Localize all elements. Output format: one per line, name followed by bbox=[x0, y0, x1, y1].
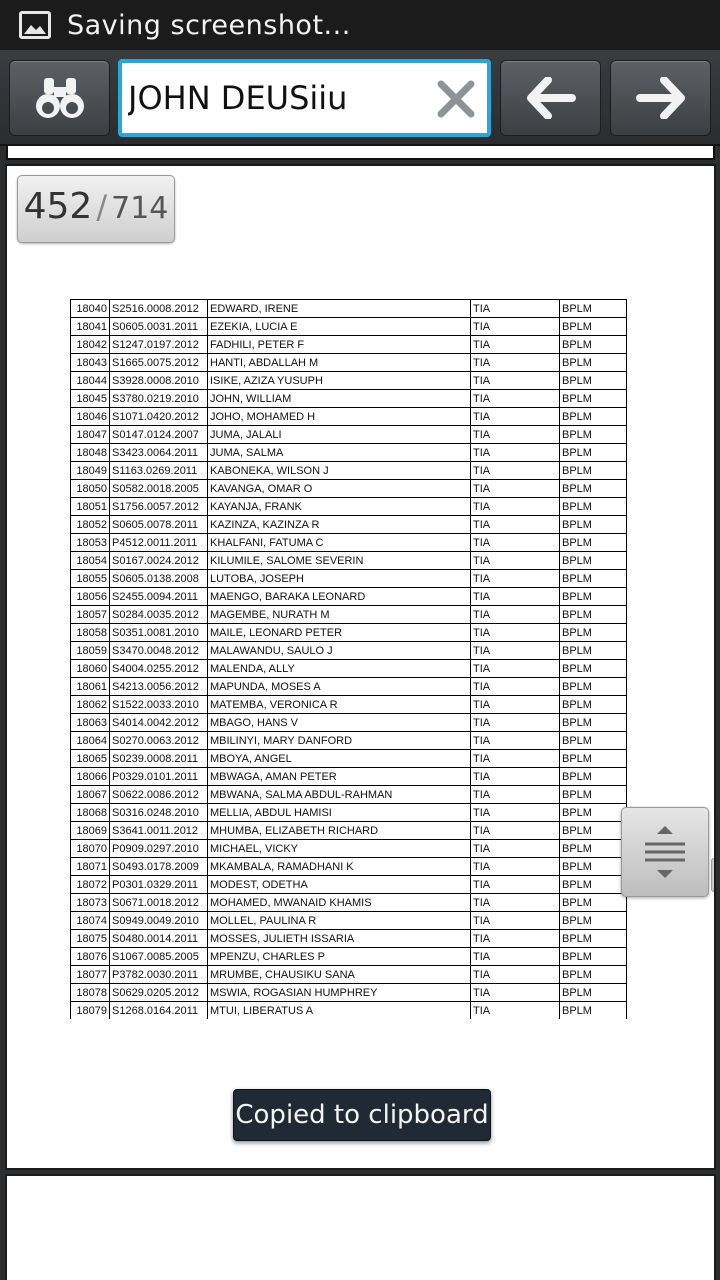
program-code: BPLM bbox=[560, 732, 627, 750]
table-row bbox=[71, 336, 627, 354]
table-row bbox=[71, 1002, 627, 1020]
page-separator: / bbox=[96, 188, 108, 226]
student-name: EZEKIA, LUCIA E bbox=[208, 318, 471, 336]
student-name: MRUMBE, CHAUSIKU SANA bbox=[208, 966, 471, 984]
table-row bbox=[71, 606, 627, 624]
student-id: S3928.0008.2010 bbox=[110, 372, 208, 390]
row-number: 18075 bbox=[71, 930, 110, 948]
student-id: P4512.0011.2011 bbox=[110, 534, 208, 552]
row-number: 18058 bbox=[71, 624, 110, 642]
table-row bbox=[71, 300, 627, 318]
center-code: TIA bbox=[471, 984, 560, 1002]
status-bar bbox=[0, 0, 720, 50]
student-id: S0671.0018.2012 bbox=[110, 894, 208, 912]
center-code: TIA bbox=[471, 948, 560, 966]
center-code: TIA bbox=[471, 372, 560, 390]
row-number: 18050 bbox=[71, 480, 110, 498]
program-code: BPLM bbox=[560, 606, 627, 624]
scrollbar-thumb[interactable] bbox=[711, 858, 716, 892]
row-number: 18047 bbox=[71, 426, 110, 444]
program-code: BPLM bbox=[560, 300, 627, 318]
student-id: S1665.0075.2012 bbox=[110, 354, 208, 372]
table-row bbox=[71, 912, 627, 930]
row-number: 18065 bbox=[71, 750, 110, 768]
table-row bbox=[71, 768, 627, 786]
program-code: BPLM bbox=[560, 354, 627, 372]
center-code: TIA bbox=[471, 786, 560, 804]
program-code: BPLM bbox=[560, 768, 627, 786]
table-row bbox=[71, 984, 627, 1002]
center-code: TIA bbox=[471, 966, 560, 984]
table-row bbox=[71, 660, 627, 678]
program-code: BPLM bbox=[560, 534, 627, 552]
center-code: TIA bbox=[471, 660, 560, 678]
center-code: TIA bbox=[471, 588, 560, 606]
student-id: S0493.0178.2009 bbox=[110, 858, 208, 876]
row-number: 18053 bbox=[71, 534, 110, 552]
center-code: TIA bbox=[471, 894, 560, 912]
student-id: S0284.0035.2012 bbox=[110, 606, 208, 624]
find-button[interactable] bbox=[9, 60, 110, 136]
center-code: TIA bbox=[471, 768, 560, 786]
student-id: S0582.0018.2005 bbox=[110, 480, 208, 498]
table-row bbox=[71, 822, 627, 840]
row-number: 18063 bbox=[71, 714, 110, 732]
student-id: S0605.0031.2011 bbox=[110, 318, 208, 336]
center-code: TIA bbox=[471, 822, 560, 840]
row-number: 18043 bbox=[71, 354, 110, 372]
total-page-count: 714 bbox=[111, 191, 169, 226]
status-text: Saving screenshot... bbox=[67, 9, 351, 41]
program-code: BPLM bbox=[560, 426, 627, 444]
table-row bbox=[71, 876, 627, 894]
table-row bbox=[71, 732, 627, 750]
student-id: S0605.0138.2008 bbox=[110, 570, 208, 588]
center-code: TIA bbox=[471, 642, 560, 660]
student-name: MBILINYI, MARY DANFORD bbox=[208, 732, 471, 750]
center-code: TIA bbox=[471, 858, 560, 876]
table-row bbox=[71, 444, 627, 462]
center-code: TIA bbox=[471, 444, 560, 462]
program-code: BPLM bbox=[560, 390, 627, 408]
row-number: 18046 bbox=[71, 408, 110, 426]
student-name: JOHN, WILLIAM bbox=[208, 390, 471, 408]
student-id: S0239.0008.2011 bbox=[110, 750, 208, 768]
student-name: JOHO, MOHAMED H bbox=[208, 408, 471, 426]
program-code: BPLM bbox=[560, 336, 627, 354]
student-name: MBAGO, HANS V bbox=[208, 714, 471, 732]
table-row bbox=[71, 516, 627, 534]
student-id: S1522.0033.2010 bbox=[110, 696, 208, 714]
table-row bbox=[71, 408, 627, 426]
student-id: S4004.0255.2012 bbox=[110, 660, 208, 678]
table-row bbox=[71, 570, 627, 588]
row-number: 18040 bbox=[71, 300, 110, 318]
student-name: MOHAMED, MWANAID KHAMIS bbox=[208, 894, 471, 912]
student-name: MOLLEL, PAULINA R bbox=[208, 912, 471, 930]
student-name: MTUI, LIBERATUS A bbox=[208, 1002, 471, 1020]
student-name: HANTI, ABDALLAH M bbox=[208, 354, 471, 372]
search-box bbox=[118, 59, 491, 137]
student-id: P3782.0030.2011 bbox=[110, 966, 208, 984]
center-code: TIA bbox=[471, 534, 560, 552]
row-number: 18076 bbox=[71, 948, 110, 966]
student-name: MOSSES, JULIETH ISSARIA bbox=[208, 930, 471, 948]
center-code: TIA bbox=[471, 732, 560, 750]
table-row bbox=[71, 696, 627, 714]
center-code: TIA bbox=[471, 408, 560, 426]
student-id: P0329.0101.2011 bbox=[110, 768, 208, 786]
program-code: BPLM bbox=[560, 822, 627, 840]
student-name: MBWANA, SALMA ABDUL-RAHMAN bbox=[208, 786, 471, 804]
row-number: 18054 bbox=[71, 552, 110, 570]
arrow-left-icon bbox=[526, 77, 576, 119]
student-id: S0147.0124.2007 bbox=[110, 426, 208, 444]
student-name: MAPUNDA, MOSES A bbox=[208, 678, 471, 696]
student-name: MATEMBA, VERONICA R bbox=[208, 696, 471, 714]
student-name: EDWARD, IRENE bbox=[208, 300, 471, 318]
row-number: 18072 bbox=[71, 876, 110, 894]
center-code: TIA bbox=[471, 912, 560, 930]
program-code: BPLM bbox=[560, 624, 627, 642]
row-number: 18071 bbox=[71, 858, 110, 876]
program-code: BPLM bbox=[560, 552, 627, 570]
program-code: BPLM bbox=[560, 570, 627, 588]
fast-scroll-handle[interactable] bbox=[621, 807, 709, 897]
table-row bbox=[71, 750, 627, 768]
arrow-right-icon bbox=[636, 77, 686, 119]
program-code: BPLM bbox=[560, 318, 627, 336]
student-name: MALENDA, ALLY bbox=[208, 660, 471, 678]
program-code: BPLM bbox=[560, 498, 627, 516]
student-name: JUMA, JALALI bbox=[208, 426, 471, 444]
program-code: BPLM bbox=[560, 696, 627, 714]
row-number: 18068 bbox=[71, 804, 110, 822]
student-id: S0351.0081.2010 bbox=[110, 624, 208, 642]
row-number: 18079 bbox=[71, 1002, 110, 1020]
student-id: S0270.0063.2012 bbox=[110, 732, 208, 750]
table-row bbox=[71, 804, 627, 822]
row-number: 18061 bbox=[71, 678, 110, 696]
row-number: 18049 bbox=[71, 462, 110, 480]
table-row bbox=[71, 588, 627, 606]
student-name: MPENZU, CHARLES P bbox=[208, 948, 471, 966]
center-code: TIA bbox=[471, 1002, 560, 1020]
row-number: 18078 bbox=[71, 984, 110, 1002]
row-number: 18042 bbox=[71, 336, 110, 354]
program-code: BPLM bbox=[560, 948, 627, 966]
row-number: 18044 bbox=[71, 372, 110, 390]
student-name: MODEST, ODETHA bbox=[208, 876, 471, 894]
clear-search-button[interactable] bbox=[432, 75, 480, 123]
student-id: S1071.0420.2012 bbox=[110, 408, 208, 426]
center-code: TIA bbox=[471, 516, 560, 534]
student-id: P0301.0329.2011 bbox=[110, 876, 208, 894]
page-indicator[interactable] bbox=[17, 175, 175, 243]
row-number: 18041 bbox=[71, 318, 110, 336]
center-code: TIA bbox=[471, 840, 560, 858]
table-row bbox=[71, 354, 627, 372]
center-code: TIA bbox=[471, 714, 560, 732]
table-row bbox=[71, 894, 627, 912]
student-id: S3470.0048.2012 bbox=[110, 642, 208, 660]
row-number: 18048 bbox=[71, 444, 110, 462]
program-code: BPLM bbox=[560, 642, 627, 660]
row-number: 18062 bbox=[71, 696, 110, 714]
student-id: S1268.0164.2011 bbox=[110, 1002, 208, 1020]
student-id: P0909.0297.2010 bbox=[110, 840, 208, 858]
student-name: FADHILI, PETER F bbox=[208, 336, 471, 354]
student-id: S0480.0014.2011 bbox=[110, 930, 208, 948]
row-number: 18052 bbox=[71, 516, 110, 534]
student-name: MBWAGA, AMAN PETER bbox=[208, 768, 471, 786]
row-number: 18060 bbox=[71, 660, 110, 678]
program-code: BPLM bbox=[560, 966, 627, 984]
center-code: TIA bbox=[471, 462, 560, 480]
close-icon bbox=[437, 80, 475, 118]
table-row bbox=[71, 642, 627, 660]
next-match-button[interactable] bbox=[610, 60, 711, 136]
student-id: S2516.0008.2012 bbox=[110, 300, 208, 318]
student-name: MELLIA, ABDUL HAMISI bbox=[208, 804, 471, 822]
student-name: KABONEKA, WILSON J bbox=[208, 462, 471, 480]
table-row bbox=[71, 624, 627, 642]
program-code: BPLM bbox=[560, 660, 627, 678]
center-code: TIA bbox=[471, 624, 560, 642]
student-id: S1247.0197.2012 bbox=[110, 336, 208, 354]
row-number: 18073 bbox=[71, 894, 110, 912]
student-id: S0167.0024.2012 bbox=[110, 552, 208, 570]
program-code: BPLM bbox=[560, 894, 627, 912]
center-code: TIA bbox=[471, 426, 560, 444]
previous-page-edge bbox=[6, 146, 715, 160]
table-row bbox=[71, 372, 627, 390]
program-code: BPLM bbox=[560, 678, 627, 696]
program-code: BPLM bbox=[560, 858, 627, 876]
program-code: BPLM bbox=[560, 516, 627, 534]
student-name: KILUMILE, SALOME SEVERIN bbox=[208, 552, 471, 570]
program-code: BPLM bbox=[560, 930, 627, 948]
student-id: S3423.0064.2011 bbox=[110, 444, 208, 462]
binoculars-icon bbox=[35, 75, 85, 121]
student-id: S1067.0085.2005 bbox=[110, 948, 208, 966]
table-row bbox=[71, 858, 627, 876]
toast-message: Copied to clipboard bbox=[233, 1089, 491, 1141]
row-number: 18055 bbox=[71, 570, 110, 588]
table-row bbox=[71, 678, 627, 696]
student-id: S4213.0056.2012 bbox=[110, 678, 208, 696]
row-number: 18057 bbox=[71, 606, 110, 624]
center-code: TIA bbox=[471, 570, 560, 588]
table-row bbox=[71, 390, 627, 408]
row-number: 18045 bbox=[71, 390, 110, 408]
student-name: MAGEMBE, NURATH M bbox=[208, 606, 471, 624]
center-code: TIA bbox=[471, 336, 560, 354]
student-name: MAILE, LEONARD PETER bbox=[208, 624, 471, 642]
center-code: TIA bbox=[471, 318, 560, 336]
image-icon bbox=[19, 11, 51, 39]
table-row bbox=[71, 840, 627, 858]
program-code: BPLM bbox=[560, 1002, 627, 1020]
program-code: BPLM bbox=[560, 840, 627, 858]
current-page-number: 452 bbox=[23, 186, 93, 227]
table-row bbox=[71, 480, 627, 498]
program-code: BPLM bbox=[560, 714, 627, 732]
table-row bbox=[71, 948, 627, 966]
table-row bbox=[71, 498, 627, 516]
student-id: S0605.0078.2011 bbox=[110, 516, 208, 534]
student-id: S0629.0205.2012 bbox=[110, 984, 208, 1002]
table-row bbox=[71, 462, 627, 480]
program-code: BPLM bbox=[560, 408, 627, 426]
row-number: 18069 bbox=[71, 822, 110, 840]
table-row bbox=[71, 552, 627, 570]
student-id: S1756.0057.2012 bbox=[110, 498, 208, 516]
student-id: S4014.0042.2012 bbox=[110, 714, 208, 732]
student-name: ISIKE, AZIZA YUSUPH bbox=[208, 372, 471, 390]
table-row bbox=[71, 966, 627, 984]
student-id: S3641.0011.2012 bbox=[110, 822, 208, 840]
center-code: TIA bbox=[471, 804, 560, 822]
student-name: MHUMBA, ELIZABETH RICHARD bbox=[208, 822, 471, 840]
table-row bbox=[71, 318, 627, 336]
program-code: BPLM bbox=[560, 462, 627, 480]
row-number: 18056 bbox=[71, 588, 110, 606]
center-code: TIA bbox=[471, 876, 560, 894]
drag-handle-icon bbox=[643, 822, 687, 882]
center-code: TIA bbox=[471, 354, 560, 372]
student-name: KAVANGA, OMAR O bbox=[208, 480, 471, 498]
student-name: KAZINZA, KAZINZA R bbox=[208, 516, 471, 534]
program-code: BPLM bbox=[560, 804, 627, 822]
student-name: MBOYA, ANGEL bbox=[208, 750, 471, 768]
center-code: TIA bbox=[471, 552, 560, 570]
student-name: MKAMBALA, RAMADHANI K bbox=[208, 858, 471, 876]
center-code: TIA bbox=[471, 930, 560, 948]
row-number: 18064 bbox=[71, 732, 110, 750]
center-code: TIA bbox=[471, 480, 560, 498]
student-id: S1163.0269.2011 bbox=[110, 462, 208, 480]
page-bottom-margin bbox=[67, 1019, 647, 1079]
row-number: 18059 bbox=[71, 642, 110, 660]
student-name: KHALFANI, FATUMA C bbox=[208, 534, 471, 552]
program-code: BPLM bbox=[560, 444, 627, 462]
student-name: JUMA, SALMA bbox=[208, 444, 471, 462]
center-code: TIA bbox=[471, 498, 560, 516]
center-code: TIA bbox=[471, 750, 560, 768]
student-id: S0949.0049.2010 bbox=[110, 912, 208, 930]
row-number: 18070 bbox=[71, 840, 110, 858]
program-code: BPLM bbox=[560, 480, 627, 498]
student-name: MSWIA, ROGASIAN HUMPHREY bbox=[208, 984, 471, 1002]
student-name: MALAWANDU, SAULO J bbox=[208, 642, 471, 660]
program-code: BPLM bbox=[560, 984, 627, 1002]
table-row bbox=[71, 426, 627, 444]
next-page[interactable] bbox=[5, 1174, 716, 1280]
center-code: TIA bbox=[471, 678, 560, 696]
student-id: S3780.0219.2010 bbox=[110, 390, 208, 408]
table-row bbox=[71, 534, 627, 552]
row-number: 18051 bbox=[71, 498, 110, 516]
row-number: 18067 bbox=[71, 786, 110, 804]
document-page[interactable] bbox=[5, 164, 716, 1170]
center-code: TIA bbox=[471, 696, 560, 714]
results-table bbox=[70, 299, 627, 1020]
student-id: S0622.0086.2012 bbox=[110, 786, 208, 804]
center-code: TIA bbox=[471, 390, 560, 408]
program-code: BPLM bbox=[560, 372, 627, 390]
table-row bbox=[71, 930, 627, 948]
center-code: TIA bbox=[471, 606, 560, 624]
program-code: BPLM bbox=[560, 588, 627, 606]
previous-match-button[interactable] bbox=[500, 60, 601, 136]
student-name: MICHAEL, VICKY bbox=[208, 840, 471, 858]
table-row bbox=[71, 786, 627, 804]
student-id: S2455.0094.2011 bbox=[110, 588, 208, 606]
row-number: 18074 bbox=[71, 912, 110, 930]
row-number: 18077 bbox=[71, 966, 110, 984]
table-row bbox=[71, 714, 627, 732]
student-name: MAENGO, BARAKA LEONARD bbox=[208, 588, 471, 606]
row-number: 18066 bbox=[71, 768, 110, 786]
program-code: BPLM bbox=[560, 750, 627, 768]
program-code: BPLM bbox=[560, 786, 627, 804]
student-id: S0316.0248.2010 bbox=[110, 804, 208, 822]
student-name: LUTOBA, JOSEPH bbox=[208, 570, 471, 588]
program-code: BPLM bbox=[560, 876, 627, 894]
center-code: TIA bbox=[471, 300, 560, 318]
program-code: BPLM bbox=[560, 912, 627, 930]
search-input[interactable] bbox=[128, 73, 428, 123]
student-name: KAYANJA, FRANK bbox=[208, 498, 471, 516]
